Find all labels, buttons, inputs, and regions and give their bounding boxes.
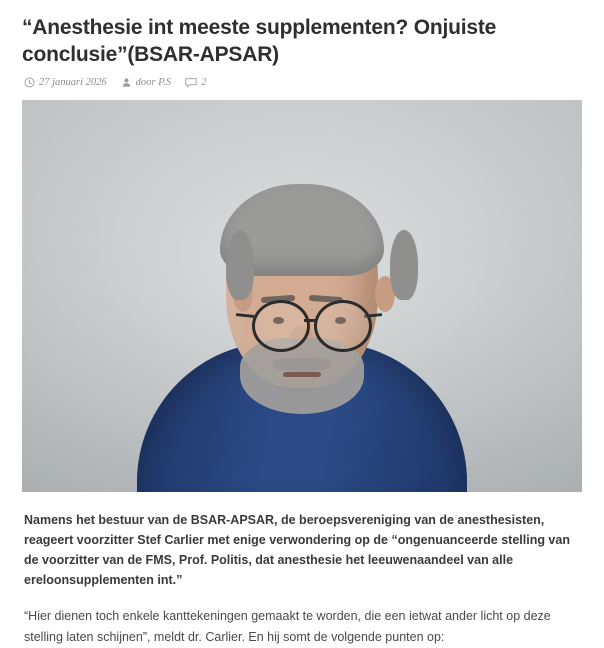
clock-icon	[24, 77, 35, 88]
subject-mustache	[273, 358, 331, 372]
glasses-lens-left-icon	[252, 300, 310, 352]
user-icon	[121, 77, 132, 88]
glasses-lens-right-icon	[314, 300, 372, 352]
meta-date	[24, 77, 107, 88]
article-meta	[24, 77, 582, 88]
subject-hair-side-right	[390, 230, 418, 300]
subject-hair-side-left	[226, 230, 254, 300]
meta-date-label: 27 januari 2026	[39, 77, 107, 88]
comment-icon	[185, 77, 197, 88]
article-paragraph-1: “Hier dienen toch enkele kanttekeningen gemaakt te worden, die een ietwat ander licht op deze stelling laten schijnen”, meldt dr. Carlier. En hij somt de volgende punten op:	[24, 609, 551, 644]
page-title: “Anesthesie int meeste supplementen? Onjuiste conclusie”(BSAR-APSAR)	[22, 16, 497, 66]
article-lede: Namens het bestuur van de BSAR-APSAR, de beroepsvereniging van de anesthesisten, reageert voorzitter Stef Carlier met enige verwondering op de “ongenuanceerde stelling van de voorzitter van de FMS, Prof. Politis, dat anesthesie het leeuwenaandeel van alle ereloonsupplementen int.”	[24, 513, 570, 587]
meta-comments[interactable]	[185, 77, 206, 88]
glasses-bridge-icon	[304, 319, 316, 322]
meta-author-label[interactable]: door P.S	[135, 77, 172, 88]
article-hero-image	[22, 100, 582, 492]
meta-comments-count: 2	[201, 77, 207, 88]
meta-author	[121, 77, 171, 88]
article-page	[0, 14, 604, 644]
subject-mouth	[283, 372, 321, 377]
